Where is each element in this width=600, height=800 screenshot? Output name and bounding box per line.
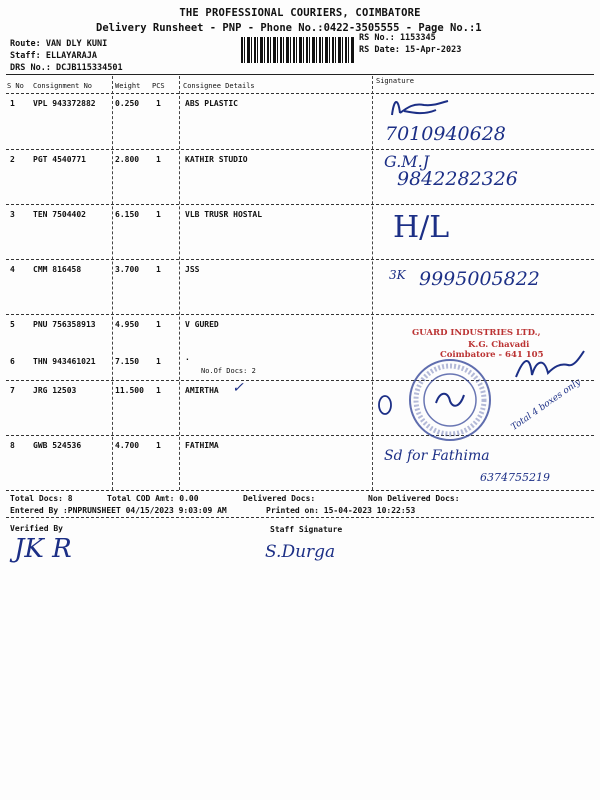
row-consignee: . (185, 353, 190, 362)
total-cod-amount: Total COD Amt: 0.00 (107, 494, 199, 503)
row-divider (6, 380, 594, 381)
check-mark-icon: ✓ (232, 380, 244, 396)
rs-date: RS Date: 15-Apr-2023 (359, 45, 462, 55)
row-pcs: 1 (156, 265, 161, 274)
handwritten-phone: 9842282326 (397, 168, 518, 190)
company-title: THE PROFESSIONAL COURIERS, COIMBATORE (179, 7, 421, 19)
row-consignee: JSS (185, 265, 200, 274)
row-pcs: 1 (156, 210, 161, 219)
row-pcs: 1 (156, 99, 161, 108)
row-consignment: JRG 12503 (33, 386, 77, 395)
footer-rule (6, 517, 594, 518)
row-weight: 4.700 (115, 441, 140, 450)
row-weight: 3.700 (115, 265, 140, 274)
verified-by-label: Verified By (10, 524, 63, 533)
col-header-consignment: Consignment No (33, 82, 93, 90)
signature-scribble-7 (375, 390, 395, 420)
route-label: Route: VAN DLY KUNI (10, 39, 108, 49)
row-consignment: PGT 4540771 (33, 155, 86, 164)
col-header-signature: Signature (376, 77, 414, 85)
row-consignee: AMIRTHA (185, 386, 219, 395)
row-pcs: 1 (156, 357, 161, 366)
row-consignment: GWB 524536 (33, 441, 82, 450)
row-divider (6, 435, 594, 436)
row-pcs: 1 (156, 441, 161, 450)
row-weight: 11.500 (115, 386, 144, 395)
col-header-consignee: Consignee Details (183, 82, 255, 90)
row-sno: 7 (10, 386, 15, 395)
row-consignee: FATHIMA (185, 441, 219, 450)
staff-signature: S.Durga (265, 542, 336, 562)
row-weight: 7.150 (115, 357, 140, 366)
row-consignment: VPL 943372882 (33, 99, 96, 108)
row-pcs: 1 (156, 386, 161, 395)
row-pcs: 1 (156, 320, 161, 329)
row-sno: 1 (10, 99, 15, 108)
col-header-sno: S No (7, 82, 24, 90)
column-separator (372, 76, 373, 490)
row-sno: 5 (10, 320, 15, 329)
company-stamp-line: Coimbatore - 641 105 (440, 350, 544, 360)
row-sno: 4 (10, 265, 15, 274)
column-separator (112, 76, 113, 490)
handwritten-signature-text: Sd for Fathima (384, 448, 490, 464)
row-divider (6, 259, 594, 260)
row-doc-count: No.Of Docs: 2 (201, 367, 256, 375)
handwritten-phone: 9995005822 (419, 268, 540, 290)
row-consignment: CMM 816458 (33, 265, 82, 274)
handwritten-name: G.M.J (384, 152, 430, 171)
round-seal-image (400, 355, 500, 445)
barcode-image (241, 37, 355, 63)
total-docs: Total Docs: 8 (10, 494, 73, 503)
row-weight: 0.250 (115, 99, 140, 108)
row-weight: 4.950 (115, 320, 140, 329)
runsheet-subtitle: Delivery Runsheet - PNP - Phone No.:0422-3505555 - Page No.:1 (96, 22, 482, 34)
row-sno: 8 (10, 441, 15, 450)
handwritten-prefix: 3K (389, 268, 406, 282)
delivered-docs: Delivered Docs: (243, 494, 316, 503)
row-consignee: ABS PLASTIC (185, 99, 238, 108)
row-consignment: TEN 7504402 (33, 210, 86, 219)
handwritten-phone: 6374755219 (480, 471, 550, 484)
row-consignee: KATHIR STUDIO (185, 155, 248, 164)
row-sno: 2 (10, 155, 15, 164)
row-consignee: V GURED (185, 320, 219, 329)
staff-label: Staff: ELLAYARAJA (10, 51, 97, 61)
rs-number: RS No.: 1153345 (359, 33, 436, 43)
row-sno: 6 (10, 357, 15, 366)
table-bottom-rule (6, 490, 594, 491)
row-consignment: THN 943461021 (33, 357, 96, 366)
non-delivered-docs: Non Delivered Docs: (368, 494, 460, 503)
company-stamp-line: GUARD INDUSTRIES LTD., (412, 328, 541, 338)
column-separator (179, 76, 180, 490)
row-weight: 2.800 (115, 155, 140, 164)
printed-on: Printed on: 15-04-2023 10:22:53 (266, 506, 416, 515)
row-pcs: 1 (156, 155, 161, 164)
col-header-pcs: PCS (152, 82, 165, 90)
row-divider (6, 204, 594, 205)
handwritten-mark: H/L (393, 210, 450, 245)
row-consignment: PNU 756358913 (33, 320, 96, 329)
signature-scribble-1 (384, 93, 454, 121)
handwritten-phone: 7010940628 (385, 123, 506, 145)
table-top-rule (6, 74, 594, 75)
row-divider (6, 314, 594, 315)
table-header-rule (6, 93, 594, 94)
row-weight: 6.150 (115, 210, 140, 219)
verified-signature: JK R (14, 534, 72, 564)
entered-by: Entered By :PNPRUNSHEET 04/15/2023 9:03:09 AM (10, 506, 227, 515)
row-divider (6, 149, 594, 150)
row-consignee: VLB TRUSR HOSTAL (185, 210, 263, 219)
staff-signature-label: Staff Signature (270, 525, 343, 534)
handwritten-note: Total 4 boxes only (509, 377, 583, 433)
row-sno: 3 (10, 210, 15, 219)
company-stamp-line: K.G. Chavadi (468, 340, 530, 350)
col-header-weight: Weight (115, 82, 141, 90)
drs-number: DRS No.: DCJB115334501 (10, 63, 123, 73)
